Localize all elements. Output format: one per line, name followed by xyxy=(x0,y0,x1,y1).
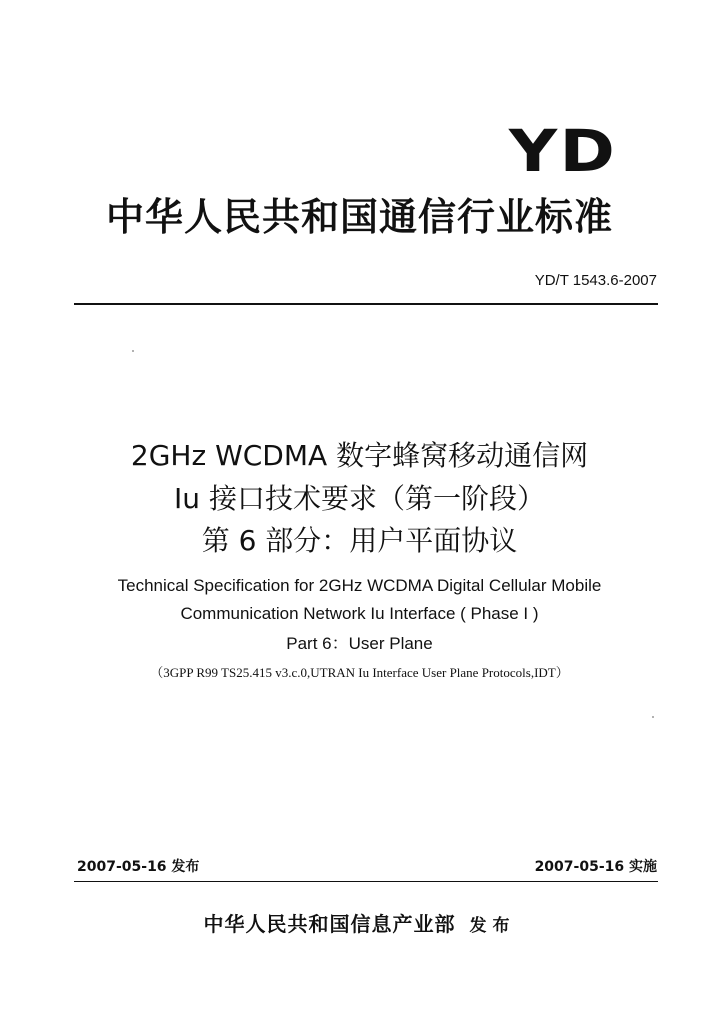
adoption-note: （3GPP R99 TS25.415 v3.c.0,UTRAN Iu Interface User Plane Protocols,IDT） xyxy=(150,665,569,680)
issuer-verb: 发布 xyxy=(469,916,516,936)
standard-number: YD/T 1543.6-2007 xyxy=(534,272,657,289)
title-cn-line-3: 第 6 部分：用户平面协议 xyxy=(201,524,518,557)
title-cn-line-2: Iu 接口技术要求（第一阶段） xyxy=(174,482,545,515)
scan-speck xyxy=(132,350,134,352)
issuer-line xyxy=(0,910,719,940)
title-cn-line-1: 2GHz WCDMA 数字蜂窝移动通信网 xyxy=(130,439,589,472)
title-en-line-1: Technical Specification for 2GHz WCDMA Digital Cellular Mobile xyxy=(117,576,602,595)
header-divider xyxy=(74,303,658,305)
title-en-line-3: Part 6：User Plane xyxy=(286,634,433,653)
issue-date: 2007-05-16 发布 xyxy=(77,859,200,875)
standard-category-title: 中华人民共和国通信行业标准 xyxy=(105,195,613,239)
implementation-date: 2007-05-16 实施 xyxy=(534,859,657,875)
issuer-name: 中华人民共和国信息产业部 xyxy=(203,912,456,936)
scan-speck xyxy=(652,716,654,718)
title-en-line-2: Communication Network Iu Interface ( Phase I ) xyxy=(180,604,539,623)
footer-divider xyxy=(74,881,658,882)
yd-logo: YD xyxy=(508,117,617,185)
